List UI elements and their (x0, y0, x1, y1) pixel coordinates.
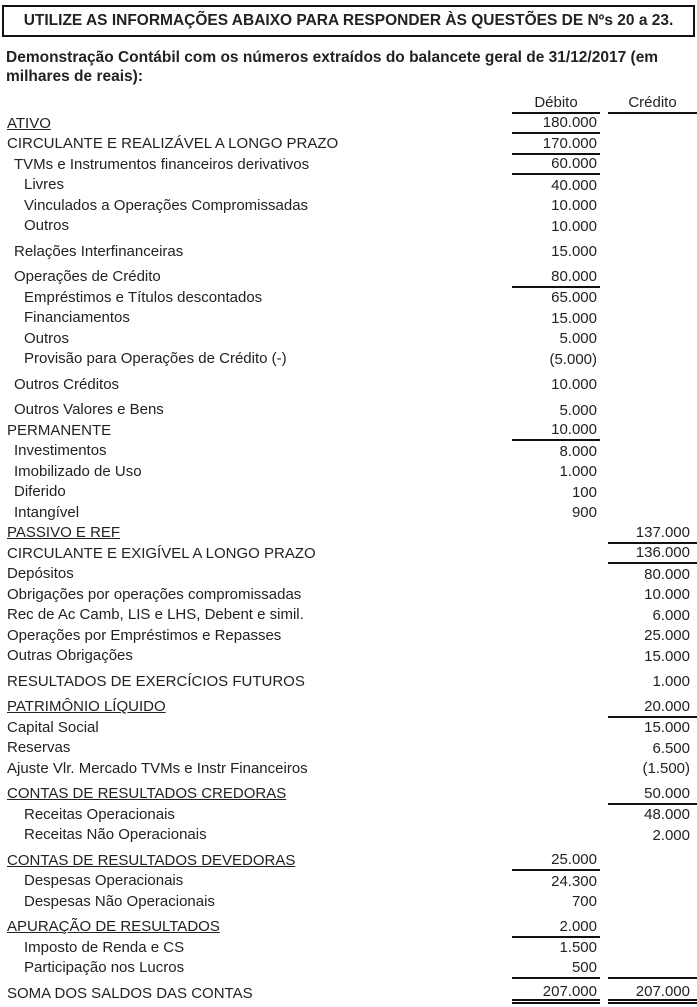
row-debit-value (512, 523, 600, 544)
row-label-text: Provisão para Operações de Crédito (-) (24, 350, 287, 368)
instruction-text: UTILIZE AS INFORMAÇÕES ABAIXO PARA RESPONDER ÀS QUESTÕES DE Nºs 20 a 23. (23, 12, 674, 29)
column-gap (600, 523, 608, 544)
row-credit-value: 80.000 (644, 565, 690, 583)
row-label (0, 959, 512, 977)
row-debit-value (512, 805, 600, 826)
row-credit-value (608, 892, 697, 913)
table-row (0, 697, 697, 718)
row-credit-value (608, 134, 697, 155)
column-gap (600, 114, 608, 135)
table-row (0, 267, 697, 288)
column-gap (600, 784, 608, 805)
row-debit-value: 10.000 (512, 421, 600, 442)
row-debit-value: 80.000 (512, 267, 600, 288)
row-credit-value: 136.000 (608, 544, 697, 565)
row-debit-value: 1.000 (559, 463, 597, 481)
column-gap (600, 938, 608, 959)
row-label (0, 893, 512, 911)
row-label-text: Financiamentos (24, 309, 130, 327)
row-debit-value: 25.000 (512, 851, 600, 872)
row-debit-value: 170.000 (512, 134, 600, 155)
row-label (0, 647, 512, 665)
column-gap (600, 288, 608, 309)
column-gap (600, 917, 608, 938)
table-row (0, 462, 697, 483)
row-label (0, 135, 512, 153)
row-debit-value (512, 718, 600, 739)
column-gap (600, 175, 608, 196)
instruction-box (2, 5, 695, 37)
column-gap (600, 892, 608, 913)
column-gap (600, 738, 608, 759)
row-credit-value: 6.500 (652, 739, 690, 757)
row-credit-value (608, 503, 697, 524)
row-debit-value: 10.000 (551, 376, 597, 394)
row-label (0, 504, 512, 522)
row-credit-value (608, 114, 697, 135)
row-label-text: Ajuste Vlr. Mercado TVMs e Instr Financeiros (7, 759, 308, 777)
row-label (0, 872, 512, 890)
table-row (0, 646, 697, 667)
row-credit-value (608, 958, 697, 979)
column-gap (600, 308, 608, 329)
row-credit-value (608, 851, 697, 872)
column-gap (600, 196, 608, 217)
column-gap (600, 759, 608, 780)
row-label-text: Outros Créditos (14, 375, 120, 393)
column-gap (600, 349, 608, 370)
row-label-text: Participação nos Lucros (24, 959, 185, 977)
row-label (0, 422, 512, 440)
row-debit-value (512, 697, 600, 718)
row-credit-value: 48.000 (644, 806, 690, 824)
column-gap (600, 646, 608, 667)
row-debit-value: 1.500 (559, 939, 597, 957)
row-credit-value (608, 308, 697, 329)
row-credit-value (608, 155, 697, 176)
row-label-text: Despesas Operacionais (24, 872, 184, 890)
table-row (0, 851, 697, 872)
table-row (0, 308, 697, 329)
statement-rows (0, 114, 697, 1005)
row-debit-value (512, 784, 600, 805)
row-debit-value (512, 759, 600, 780)
row-debit-value (512, 646, 600, 667)
row-debit-value: 10.000 (551, 217, 597, 235)
row-label-text: Depósitos (7, 565, 74, 583)
column-gap (600, 400, 608, 421)
column-gap (600, 503, 608, 524)
column-gap (600, 564, 608, 585)
row-label (0, 376, 512, 394)
table-row (0, 441, 697, 462)
row-credit-value: 2.000 (652, 826, 690, 844)
table-row (0, 805, 697, 826)
row-label-text: Rec de Ac Camb, LIS e LHS, Debent e simil. (7, 606, 304, 624)
row-label (0, 309, 512, 327)
table-row (0, 718, 697, 739)
row-label (0, 739, 512, 757)
row-debit-value: 60.000 (512, 155, 600, 176)
row-credit-value (608, 482, 697, 503)
row-label (0, 719, 512, 737)
row-debit-value (512, 564, 600, 585)
row-label-text: Despesas Não Operacionais (24, 892, 215, 910)
table-row (0, 329, 697, 350)
row-debit-value: 24.300 (551, 872, 597, 890)
column-gap (600, 329, 608, 350)
credit-column-header: Crédito (608, 93, 697, 114)
table-row (0, 216, 697, 237)
row-credit-value: 1.000 (652, 673, 690, 691)
table-row (0, 825, 697, 846)
row-credit-value: 10.000 (644, 586, 690, 604)
row-credit-value: 50.000 (608, 784, 697, 805)
table-row (0, 938, 697, 959)
row-label-text: SOMA DOS SALDOS DAS CONTAS (7, 984, 253, 1002)
row-debit-value: 207.000 (512, 984, 600, 1005)
row-label-text: Reservas (7, 739, 71, 757)
column-gap (600, 825, 608, 846)
row-debit-value (512, 544, 600, 565)
table-row (0, 917, 697, 938)
row-credit-value (608, 329, 697, 350)
row-credit-value: 6.000 (652, 606, 690, 624)
row-label-text: TVMs e Instrumentos financeiros derivativos (14, 155, 310, 173)
row-debit-value (512, 626, 600, 647)
row-credit-value: 15.000 (644, 647, 690, 665)
table-row (0, 134, 697, 155)
row-credit-value (608, 375, 697, 396)
row-label (0, 826, 512, 844)
column-gap (600, 544, 608, 565)
row-label-text: Capital Social (7, 718, 99, 736)
row-debit-value: 5.000 (559, 330, 597, 348)
row-label-text: PATRIMÔNIO LÍQUIDO (7, 698, 166, 716)
table-row (0, 155, 697, 176)
row-debit-value: 100 (571, 483, 597, 501)
row-label-text: Imobilizado de Uso (14, 462, 142, 480)
table-row (0, 564, 697, 585)
column-gap (600, 421, 608, 442)
row-label (0, 115, 512, 133)
table-row (0, 114, 697, 135)
row-label (0, 852, 512, 870)
column-gap (600, 871, 608, 892)
column-gap (600, 375, 608, 396)
row-label (0, 698, 512, 716)
table-row (0, 892, 697, 913)
row-label (0, 627, 512, 645)
column-gap (600, 216, 608, 237)
row-debit-value: 500 (512, 958, 600, 979)
row-label (0, 330, 512, 348)
balance-table (0, 93, 697, 1004)
table-row (0, 400, 697, 421)
row-credit-value: (1.500) (642, 760, 690, 778)
row-label (0, 586, 512, 604)
row-credit-value (608, 349, 697, 370)
column-gap (600, 155, 608, 176)
table-row (0, 375, 697, 396)
row-label (0, 243, 512, 261)
row-debit-value (512, 585, 600, 606)
row-debit-value: 900 (571, 504, 597, 522)
table-row (0, 523, 697, 544)
row-debit-value: 10.000 (551, 197, 597, 215)
row-credit-value (608, 242, 697, 263)
column-gap (600, 697, 608, 718)
table-row (0, 482, 697, 503)
table-row (0, 871, 697, 892)
table-row (0, 984, 697, 1005)
row-debit-value: 65.000 (551, 289, 597, 307)
row-label-text: Operações de Crédito (14, 268, 161, 286)
row-credit-value (608, 421, 697, 442)
row-debit-value: 15.000 (551, 309, 597, 327)
row-label (0, 524, 512, 542)
table-row (0, 759, 697, 780)
table-header-row (0, 93, 697, 114)
column-gap (600, 267, 608, 288)
column-gap (600, 984, 608, 1005)
row-credit-value: 25.000 (644, 627, 690, 645)
row-debit-value: 180.000 (512, 114, 600, 135)
row-credit-value (608, 196, 697, 217)
row-credit-value: 137.000 (608, 523, 697, 544)
row-label (0, 483, 512, 501)
table-row (0, 784, 697, 805)
column-gap (600, 805, 608, 826)
row-credit-value (608, 288, 697, 309)
row-label (0, 268, 512, 286)
row-label-text: Imposto de Renda e CS (24, 938, 185, 956)
row-label-text: CIRCULANTE E EXIGÍVEL A LONGO PRAZO (7, 544, 316, 562)
row-debit-value (512, 825, 600, 846)
table-row (0, 958, 697, 979)
row-label-text: Intangível (14, 503, 80, 521)
row-label (0, 442, 512, 460)
table-row (0, 175, 697, 196)
row-credit-value (608, 400, 697, 421)
row-debit-value: 700 (571, 893, 597, 911)
row-label-text: Relações Interfinanceiras (14, 242, 184, 260)
table-row (0, 605, 697, 626)
row-label (0, 401, 512, 419)
row-label-text: Receitas Operacionais (24, 805, 175, 823)
row-label-text: Receitas Não Operacionais (24, 826, 207, 844)
row-debit-value: (5.000) (549, 350, 597, 368)
column-gap (600, 441, 608, 462)
row-credit-value: 15.000 (644, 719, 690, 737)
row-credit-value (608, 267, 697, 288)
row-label (0, 545, 512, 563)
row-label (0, 806, 512, 824)
row-credit-value (608, 216, 697, 237)
row-debit-value: 2.000 (512, 917, 600, 938)
row-label (0, 985, 512, 1003)
row-debit-value (512, 672, 600, 693)
row-label (0, 673, 512, 691)
row-credit-value: 207.000 (608, 984, 697, 1005)
column-gap (600, 242, 608, 263)
row-label-text: Outros Valores e Bens (14, 401, 164, 419)
statement-title: Demonstração Contábil com os números extraídos do balancete geral de 31/12/2017 (em milhares de reais): (6, 49, 659, 85)
row-label (0, 350, 512, 368)
column-gap (600, 482, 608, 503)
column-gap (600, 462, 608, 483)
row-credit-value (608, 441, 697, 462)
row-label-text: PERMANENTE (7, 421, 112, 439)
table-row (0, 585, 697, 606)
row-label-text: CONTAS DE RESULTADOS CREDORAS (7, 785, 287, 803)
row-label (0, 289, 512, 307)
row-credit-value (608, 938, 697, 959)
column-gap (600, 605, 608, 626)
table-row (0, 503, 697, 524)
row-label (0, 939, 512, 957)
row-label (0, 197, 512, 215)
row-label-text: CONTAS DE RESULTADOS DEVEDORAS (7, 851, 296, 869)
debit-column-header: Débito (512, 93, 600, 114)
row-label-text: Vinculados a Operações Compromissadas (24, 196, 309, 214)
row-label-text: Livres (24, 176, 65, 194)
row-label-text: APURAÇÃO DE RESULTADOS (7, 918, 220, 936)
row-label-text: CIRCULANTE E REALIZÁVEL A LONGO PRAZO (7, 135, 339, 153)
row-label-text: ATIVO (7, 114, 51, 132)
column-gap (600, 585, 608, 606)
column-gap (600, 93, 608, 114)
row-credit-value (608, 871, 697, 892)
table-row (0, 196, 697, 217)
row-label (0, 565, 512, 583)
row-label-text: Outros (24, 329, 70, 347)
table-row (0, 242, 697, 263)
row-label (0, 918, 512, 936)
row-label-text: Diferido (14, 483, 66, 501)
row-credit-value (608, 175, 697, 196)
row-credit-value (608, 462, 697, 483)
row-label-text: Obrigações por operações compromissadas (7, 585, 302, 603)
row-debit-value: 5.000 (559, 401, 597, 419)
row-label (0, 156, 512, 174)
column-gap (600, 851, 608, 872)
row-label-text: RESULTADOS DE EXERCÍCIOS FUTUROS (7, 672, 305, 690)
column-gap (600, 134, 608, 155)
row-debit-value: 15.000 (551, 243, 597, 261)
row-label (0, 463, 512, 481)
table-row (0, 544, 697, 565)
row-label-text: Empréstimos e Títulos descontados (24, 288, 263, 306)
row-label-text: Operações por Empréstimos e Repasses (7, 626, 282, 644)
table-row (0, 349, 697, 370)
table-row (0, 738, 697, 759)
row-label (0, 760, 512, 778)
row-credit-value: 20.000 (608, 697, 697, 718)
column-gap (600, 672, 608, 693)
row-label-text: Outros (24, 217, 70, 235)
row-debit-value: 8.000 (559, 442, 597, 460)
column-gap (600, 626, 608, 647)
row-credit-value (608, 917, 697, 938)
row-label (0, 217, 512, 235)
row-debit-value (512, 738, 600, 759)
table-row (0, 288, 697, 309)
row-label-text: Outras Obrigações (7, 647, 133, 665)
row-debit-value (512, 605, 600, 626)
row-debit-value: 40.000 (551, 176, 597, 194)
column-gap (600, 718, 608, 739)
row-label-text: Investimentos (14, 442, 107, 460)
table-row (0, 626, 697, 647)
row-label (0, 606, 512, 624)
table-row (0, 421, 697, 442)
column-gap (600, 958, 608, 979)
row-label-text: PASSIVO E REF (7, 524, 121, 542)
row-label (0, 176, 512, 194)
row-label (0, 785, 512, 803)
table-row (0, 672, 697, 693)
